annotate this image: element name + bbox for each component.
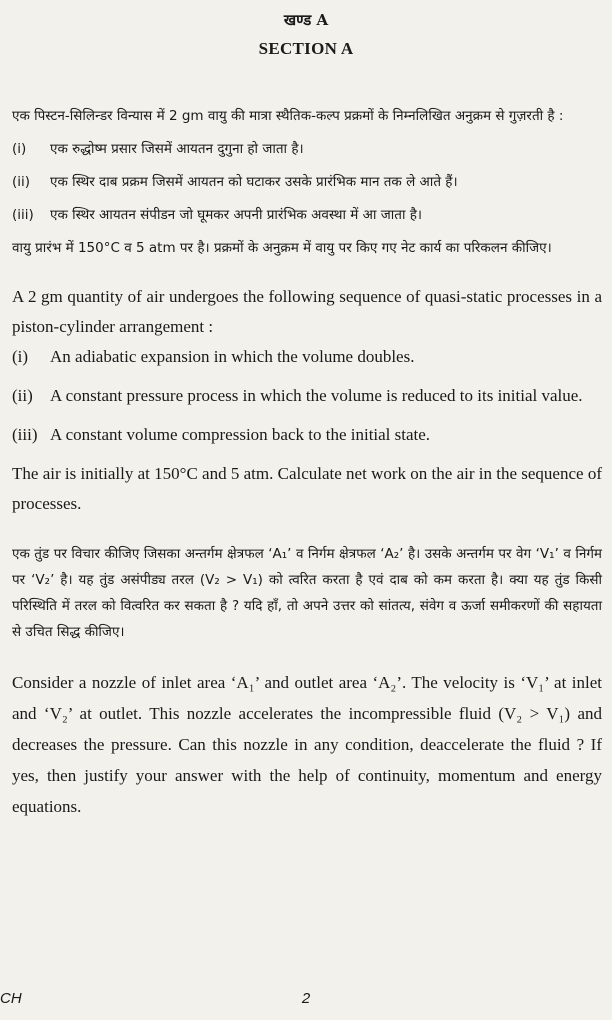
q1-english-closing: The air is initially at 150°C and 5 atm. Calculate net work on the air in the sequence of processes. <box>12 464 602 513</box>
questions-content <box>12 104 602 822</box>
page-number: 2 <box>301 990 311 1007</box>
q1-hindi-item <box>12 170 602 194</box>
q1-hindi-intro: एक पिस्टन-सिलिन्डर विन्यास में 2 gm वायु की मात्रा स्थैतिक-कल्प प्रक्रमों के निम्नलिखित अनुक्रम से गुज़रती है : <box>12 108 564 124</box>
item-text: A constant volume compression back to the initial state. <box>50 425 431 444</box>
q2-english-text: Consider a nozzle of inlet area ‘A₁’ and outlet area ‘A₂’. The velocity is ‘V₁’ at inlet and ‘V₂’ at outlet. This nozzle accelerates the incompressible fluid (V₂ > V₁) and decreases the pressure. Can this nozzle in any condition, deaccelerate the fluid ? If yes, then justify your answer with the help of continuity, momentum and energy equations. <box>12 673 602 816</box>
item-text: A constant pressure process in which the volume is reduced to its initial value. <box>50 386 583 405</box>
paper-code: CH <box>0 990 22 1007</box>
section-title-hindi: खण्ड A <box>283 11 329 29</box>
q1-hindi-closing: वायु प्रारंभ में 150°C व 5 atm पर है। प्रक्रमों के अनुक्रम में वायु पर किए गए नेट कार्य का परिकलन कीजिए। <box>12 240 552 256</box>
item-text: An adiabatic expansion in which the volume doubles. <box>50 347 415 366</box>
q1-english-item <box>12 342 602 372</box>
item-number: (i) <box>12 141 27 157</box>
item-text: एक स्थिर दाब प्रक्रम जिसमें आयतन को घटाकर उसके प्रारंभिक मान तक ले आते हैं। <box>50 174 458 190</box>
item-number: (ii) <box>12 386 33 405</box>
q1-english-item <box>12 381 602 411</box>
q1-english-intro: A 2 gm quantity of air undergoes the following sequence of quasi-static processes in a piston-cylinder arrangement : <box>12 287 602 336</box>
item-text: एक स्थिर आयतन संपीडन जो घूमकर अपनी प्रारंभिक अवस्था में आ जाता है। <box>50 207 423 223</box>
q1-english-item <box>12 420 602 450</box>
item-number: (iii) <box>12 207 34 223</box>
section-title: SECTION A <box>258 39 354 58</box>
item-number: (iii) <box>12 425 38 444</box>
item-number: (i) <box>12 347 29 366</box>
section-header <box>0 10 612 62</box>
item-text: एक रुद्धोष्म प्रसार जिसमें आयतन दुगुना हो जाता है। <box>50 141 304 157</box>
item-number: (ii) <box>12 174 31 190</box>
q2-hindi-text: एक तुंड पर विचार कीजिए जिसका अन्तर्गम क्षेत्रफल ‘A₁’ व निर्गम क्षेत्रफल ‘A₂’ है। उसके अन्तर्गम पर वेग ‘V₁’ व निर्गम पर ‘V₂’ है। यह तुंड असंपीड्य तरल (V₂ > V₁) को त्वरित करता है एवं दाब को कम करता है। क्या यह तुंड किसी परिस्थिति में तरल को वित्वरित कर सकता है ? यदि हाँ, तो अपने उत्तर को सांतत्य, संवेग व ऊर्जा समीकरणों की सहायता से उचित सिद्ध कीजिए। <box>12 546 602 640</box>
q1-hindi-item <box>12 137 602 161</box>
q1-hindi-item <box>12 203 602 227</box>
